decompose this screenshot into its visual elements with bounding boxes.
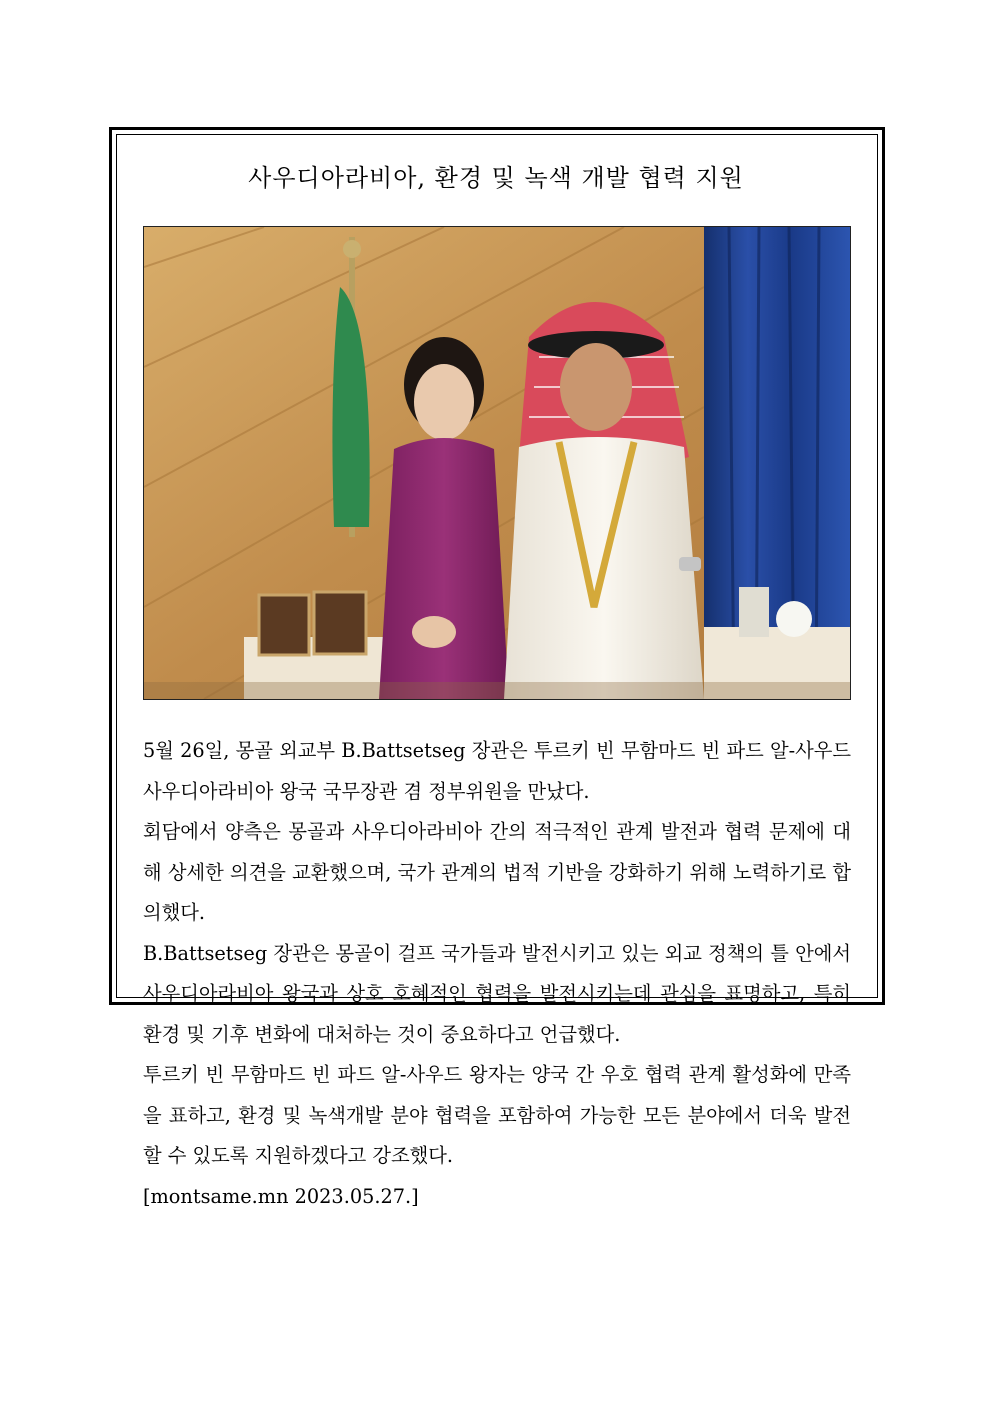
woman-face	[414, 364, 474, 440]
source-citation: [montsame.mn 2023.05.27.]	[143, 1184, 419, 1208]
flag-pole-finial	[343, 240, 361, 258]
paragraph-1: 5월 26일, 몽골 외교부 B.Battsetseg 장관은 투르키 빈 무함마드 빈 파드 알-사우드 사우디아라비아 왕국 국무장관 겸 정부위원을 만났다.	[143, 739, 851, 803]
article-body	[143, 731, 851, 1217]
man-face	[560, 343, 632, 431]
white-flowers	[776, 601, 812, 637]
photo-frame-left	[259, 595, 309, 655]
woman-hands	[412, 616, 456, 648]
woman-dress	[379, 438, 509, 699]
article-title: 사우디아라비아, 환경 및 녹색 개발 협력 지원	[248, 164, 744, 192]
photo-frame-right	[314, 592, 366, 654]
paragraph-4: 투르키 빈 무함마드 빈 파드 알-사우드 왕자는 양국 간 우호 협력 관계 활성화에 만족을 표하고, 환경 및 녹색개발 분야 협력을 포함하여 가능한 모든 분야에서 더욱 발전할 수 있도록 지원하겠다고 강조했다.	[143, 1063, 851, 1167]
article-photo	[143, 226, 851, 700]
desk-ornament	[739, 587, 769, 637]
paragraph-2: 회담에서 양측은 몽골과 사우디아라비아 간의 적극적인 관계 발전과 협력 문제에 대해 상세한 의견을 교환했으며, 국가 관계의 법적 기반을 강화하기 위해 노력하기로 합의했다.	[143, 820, 851, 924]
paragraph-3: B.Battsetseg 장관은 몽골이 걸프 국가들과 발전시키고 있는 외교 정책의 틀 안에서 사우디아라비아 왕국과 상호 호혜적인 협력을 발전시키는데 관심을 표명하고, 특히 환경 및 기후 변화에 대처하는 것이 중요하다고 언급했다.	[143, 941, 851, 1046]
floor-strip	[144, 682, 850, 699]
wrist-watch	[679, 557, 701, 571]
